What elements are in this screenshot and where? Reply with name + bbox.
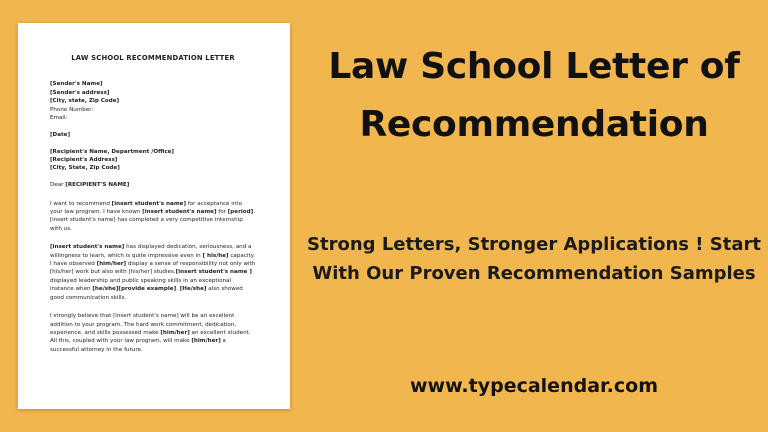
recipient-city: [City, State, Zip Code] <box>50 165 120 172</box>
letter-date: [Date] <box>50 131 70 138</box>
paragraph-1: I want to recommend [insert student's name] for acceptance into your law program. I have known [insert student's name] for [period]. [insert student's name] has completed a very competitive internship with us. <box>50 200 255 232</box>
letter-document <box>18 23 290 409</box>
tagline: Strong Letters, Stronger Applications ! Start With Our Proven Recommendation Samples <box>307 234 761 284</box>
paragraph-3: I strongly believe that [insert student's name] will be an excellent addition to your program. The hard work commitment, dedication, experience, and skills possessed make [him/her] an excellent student. All this, coupled with your law program, will make [him/her] a successful attorney in the future. <box>50 313 251 353</box>
sender-email: Email: <box>50 115 68 122</box>
page-headline: Law School Letter of Recommendation <box>328 46 740 145</box>
paragraph-2: [insert student's name] has displayed dedication, seriousness, and a willingness to learn, which is quite impressive even in [ his/he] capacity. I have observed [him/her] display a sense of responsibility not only with [his/her] work but also with [his/her] studies.[insert student's name ] displayed leadership and public speaking skills in an exceptional instance when [he/she][provide example]. [He/she] also showed good communication skills. <box>50 244 256 301</box>
sender-city: [City, state, Zip Code] <box>50 98 120 105</box>
recipient-address: [Recipient's Address] <box>50 157 118 164</box>
recipient-name: [Recipient's Name, Department /Office] <box>50 148 174 155</box>
sender-phone: Phone Number: <box>50 106 94 113</box>
website-url: www.typecalendar.com <box>409 375 659 397</box>
letter-title: LAW SCHOOL RECOMMENDATION LETTER <box>71 54 235 62</box>
salutation: Dear [RECIPIENT'S NAME] <box>50 182 130 189</box>
sender-name: [Sender's Name] <box>50 81 103 88</box>
sender-address: [Sender's address] <box>50 89 110 96</box>
